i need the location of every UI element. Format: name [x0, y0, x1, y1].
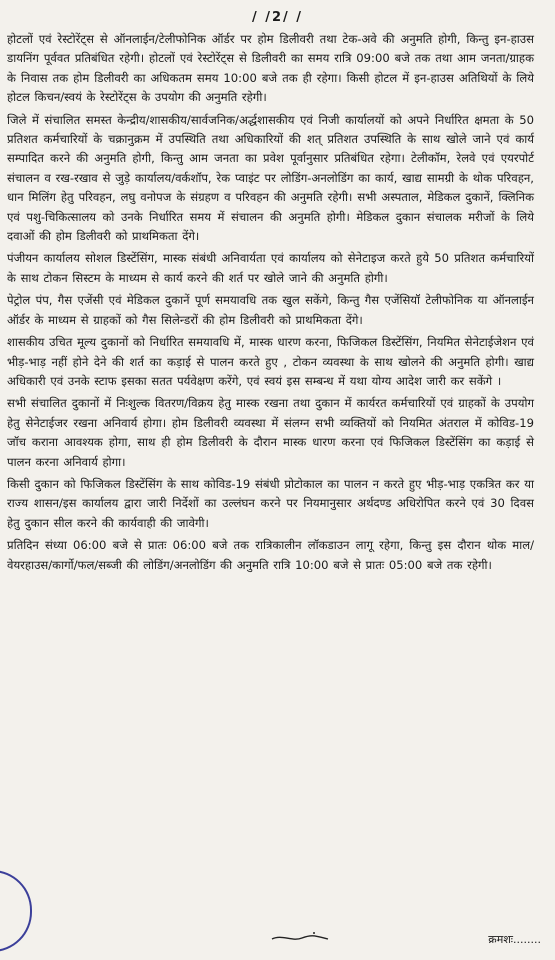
- paragraph-petrol-gas: पेट्रोल पंप, गैस एजेंसी एवं मेडिकल दुकानें पूर्ण समयावधि तक खुल सकेंगे, किन्तु गैस एजेंसियॉ टेलीफोनिक या ऑनलाईन ऑर्डर के माध्यम से ग्राहकों को गैस सिलेन्डरों की होम डिलीवरी को प्राथमिकता देंगे।: [7, 293, 534, 327]
- signature: [270, 930, 330, 944]
- continued-label: क्रमशः........: [488, 933, 541, 946]
- paragraph-hotels: होटलों एवं रेस्टोरेंट्स से ऑनलाईन/टेलीफोनिक ऑर्डर पर होम डिलीवरी तथा टेक-अवे की अनुमति होगी, किन्तु इन-हाउस डायनिंग पूर्ववत प्रतिबंधित रहेगी। होटलों एवं रेस्टोरेंट्स से डिलीवरी का समय रात्रि 09:00 बजे तक तथा आम जनता/ग्राहक के निवास तक होम डिलीवरी का अधिकतम समय 10:00 बजे तक ही रहेगा। किसी होटल में इन-हाउस अतिथियों के लिये होटल किचन/स्वयं के रेस्टोरेंट्स के उपयोग की अनुमति रहेगी।: [7, 32, 534, 105]
- document-body: [7, 30, 534, 575]
- paragraph-offices: जिले में संचालित समस्त केन्द्रीय/शासकीय/सार्वजनिक/अर्द्धशासकीय एवं निजी कार्यालयों को अपने निर्धारित क्षमता के 50 प्रतिशत कर्मचारियों के चक्रानुक्रम में उपस्थिति तथा अधिकारियों की शत् प्रतिशत उपस्थिति के साथ खोले जाने एवं कार्य सम्पादित करने की अनुमति होगी, किन्तु आम जनता का प्रवेश पूर्वानुसार प्रतिबंधित रहेगा। टेलीकॉम, रेलवे एवं एयरपोर्ट संचालन व रख-रखाव से जुड़े कार्यालय/वर्कशॉप, रेक प्वाइंट पर लोडिंग-अनलोडिंग का कार्य, खाद्य सामग्री के थोक परिवहन, धान मिलिंग हेतु परिवहन, लघु वनोपज के संग्रहण व परिवहन की अनुमति रहेगी। सभी अस्पताल, मेडिकल दुकानें, क्लिनिक एवं पशु-चिकित्सालय को उनके निर्धारित समय में संचालन की अनुमति होगी। मेडिकल दुकान संचालक मरीजों के लिये दवाओं की होम डिलीवरी को प्राथमिकता देंगे।: [7, 112, 534, 244]
- paragraph-ration-shops: शासकीय उचित मूल्य दुकानों को निर्धारित समयावधि में, मास्क धारण करना, फिजिकल डिस्टेंसिंग, नियमित सेनेटाईजेशन एवं भीड़-भाड़ नहीं होने देने की शर्त का कड़ाई से पालन करते हुए , टोकन व्यवस्था के साथ खोलने की अनुमति होगी। खाद्य अधिकारी एवं उनके स्टाफ इसका सतत पर्यवेक्षण करेंगे, एवं स्वयं इस सम्बन्ध में यथा योग्य आदेश जारी कर सकेंगे ।: [7, 335, 534, 388]
- paragraph-night-lockdown: प्रतिदिन संध्या 06:00 बजे से प्रातः 06:00 बजे तक रात्रिकालीन लॉकडाउन लागू रहेगा, किन्तु इस दौरान थोक माल/वेयरहाउस/कार्गो/फल/सब्जी की लोडिंग/अनलोडिंग की अनुमति रात्रि 10:00 बजे से प्रातः 05:00 बजे तक रहेगी।: [7, 538, 534, 572]
- paragraph-registry: पंजीयन कार्यालय सोशल डिस्टेंसिंग, मास्क संबंधी अनिवार्यता एवं कार्यालय को सेनेटाइज करते हुये 50 प्रतिशत कर्मचारियों के साथ टोकन सिस्टम के माध्यम से कार्य करने की शर्त पर खोले जाने की अनुमति होगी।: [7, 251, 534, 285]
- office-seal-text: [2, 880, 14, 940]
- paragraph-shop-rules: सभी संचालित दुकानों में निःशुल्क वितरण/विक्रय हेतु मास्क रखना तथा दुकान में कार्यरत कर्मचारियों एवं ग्राहकों के उपयोग हेतु सेनेटाईजर रखना अनिवार्य होगा। होम डिलीवरी व्यवस्था में संलग्न सभी व्यक्तियों को नियमित अंतराल में कोविड-19 जॉच कराना आवश्यक होगा, साथ ही होम डिलीवरी के दौरान मास्क धारण करना एवं फिजिकल डिस्टेंसिंग का कड़ाई से पालन करना अनिवार्य होगा।: [7, 396, 534, 469]
- page-number: / /2/ /: [251, 10, 304, 25]
- paragraph-penalty: किसी दुकान को फिजिकल डिस्टेंसिंग के साथ कोविड-19 संबंधी प्रोटोकाल का पालन न करते हुए भीड़-भाड़ एकत्रित कर या राज्य शासन/इस कार्यालय द्वारा जारी निर्देशों का उल्लंघन करने पर नियमानुसार अर्थदण्ड अधिरोपित करने एवं 30 दिवस हेतु दुकान सील करने की कार्यवाही की जावेगी।: [7, 476, 534, 530]
